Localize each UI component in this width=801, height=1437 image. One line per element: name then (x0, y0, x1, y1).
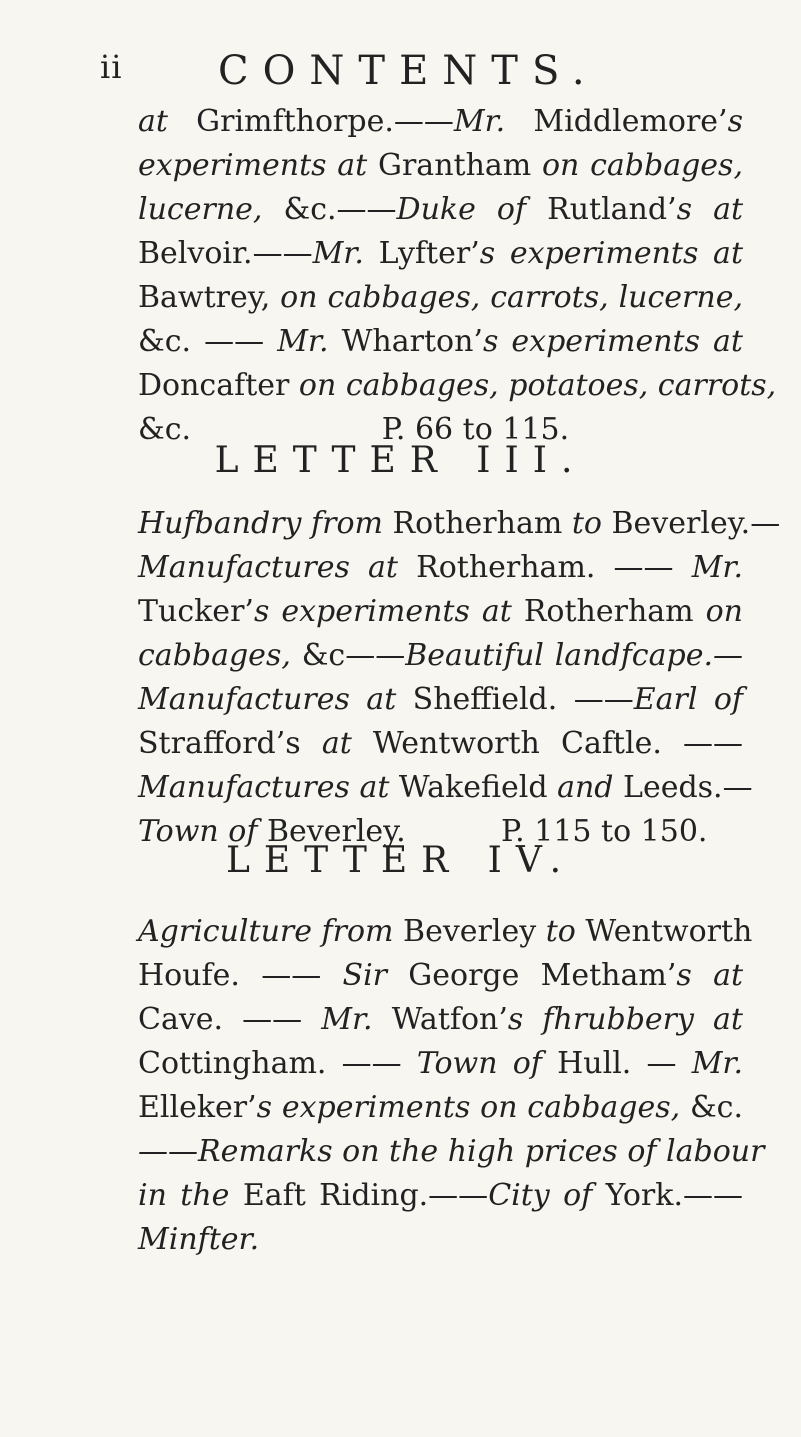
text-run: Rotherham. —— (416, 550, 692, 585)
text-run: Rotherham (392, 506, 572, 541)
text-line (138, 998, 743, 1042)
text-run: Mr. (277, 324, 342, 359)
text-run: Agriculture from (138, 914, 404, 949)
text-line (138, 546, 743, 590)
text-run: in the (138, 1178, 243, 1213)
text-run: &c—— (301, 638, 406, 673)
text-run: Mr. (312, 236, 379, 271)
text-line (138, 1218, 743, 1262)
text-run: Earl of (633, 682, 743, 717)
text-line (138, 364, 777, 408)
text-run: Doncafter (138, 368, 299, 403)
text-run: Grantham (378, 148, 542, 183)
text-run: Wentworth (585, 914, 753, 949)
text-run: City of (488, 1178, 606, 1213)
text-run: Manufactures at (138, 770, 399, 805)
text-run: Belvoir.—— (138, 236, 313, 271)
text-run: Rutland’ (547, 192, 677, 227)
text-run: Beverley. P. 115 to 150. (266, 814, 708, 849)
text-run: Beverley.— (611, 506, 781, 541)
text-run: s (727, 104, 743, 139)
text-run: s experiments on cabbages, (256, 1090, 690, 1125)
text-line (138, 144, 743, 188)
text-run: &c. —— (138, 324, 278, 359)
text-run: Middlemore’ (533, 104, 728, 139)
text-run: Manufactures at (138, 682, 413, 717)
text-run: to (571, 506, 612, 541)
text-run: s at (676, 192, 744, 227)
contents-entry-letter-ii-continued (138, 100, 777, 452)
text-line (138, 910, 753, 954)
text-run: Sheffield. —— (412, 682, 634, 717)
text-run: on cabbages, potatoes, carrots, (298, 368, 777, 403)
text-line (138, 232, 743, 276)
text-run: Bawtrey, (138, 280, 281, 315)
text-run: Sir (342, 958, 409, 993)
text-run: Town of (416, 1046, 558, 1081)
text-run: &c. P. 66 to 115. (138, 412, 570, 447)
text-run: Mr. (691, 1046, 744, 1081)
text-line (138, 954, 743, 998)
text-run: to (545, 914, 586, 949)
page-number: ii (100, 48, 123, 86)
text-line (138, 502, 781, 546)
text-line (138, 100, 743, 144)
text-run: s fhrubbery at (507, 1002, 743, 1037)
text-run: Mr. (453, 104, 534, 139)
text-run: Eaft Riding.—— (242, 1178, 489, 1213)
text-run: Hull. — (557, 1046, 692, 1081)
text-run: Grimfthorpe.—— (196, 104, 454, 139)
text-run: Leeds.— (623, 770, 753, 805)
text-run: George Metham’ (408, 958, 677, 993)
text-line (138, 766, 753, 810)
text-run: lucerne, (138, 192, 284, 227)
contents-entry-letter-iv (138, 910, 765, 1262)
text-run: on cabbages, (541, 148, 743, 183)
text-run: —— (138, 1134, 198, 1169)
text-line (138, 722, 743, 766)
text-run: Wentworth Caftle. —— (372, 726, 743, 761)
text-run: cabbages, (138, 638, 302, 673)
text-line (138, 320, 743, 364)
text-run: s experiments at (482, 324, 743, 359)
text-run: Mr. (321, 1002, 392, 1037)
text-run: Lyfter’ (378, 236, 480, 271)
text-line (138, 590, 743, 634)
text-line (138, 188, 743, 232)
text-run: &c.—— (283, 192, 397, 227)
text-run: Cottingham. —— (138, 1046, 417, 1081)
text-run: Mr. (691, 550, 743, 585)
text-run: Watfon’ (391, 1002, 508, 1037)
running-title: CONTENTS. (218, 48, 599, 94)
text-run: Hufbandry from (138, 506, 393, 541)
letter-iv-heading: LETTER IV. (225, 840, 576, 881)
text-run: experiments at (138, 148, 378, 183)
text-run: Beautiful landfcape.— (405, 638, 743, 673)
text-run: s at (676, 958, 744, 993)
text-run: Cave. —— (138, 1002, 322, 1037)
text-run: on (705, 594, 743, 629)
text-line (138, 634, 743, 678)
text-run: Rotherham (523, 594, 706, 629)
text-run: at (321, 726, 373, 761)
text-line (138, 1130, 765, 1174)
text-run: Strafford’s (138, 726, 322, 761)
text-run: Elleker’ (138, 1090, 257, 1125)
text-run: Tucker’ (138, 594, 254, 629)
text-run: Wharton’ (341, 324, 483, 359)
text-run: Houfe. —— (138, 958, 343, 993)
text-run: Duke of (396, 192, 548, 227)
text-line (138, 276, 743, 320)
text-run: York.—— (605, 1178, 743, 1213)
contents-entry-letter-iii (138, 502, 781, 854)
text-line (138, 1086, 743, 1130)
text-line (138, 1042, 743, 1086)
text-run: on cabbages, carrots, lucerne, (280, 280, 743, 315)
text-run: and (557, 770, 624, 805)
text-run: at (138, 104, 197, 139)
text-run: Manufactures at (138, 550, 417, 585)
text-run: Town of (138, 814, 267, 849)
text-run: s experiments at (479, 236, 743, 271)
letter-iii-heading: LETTER III. (214, 440, 587, 481)
text-run: Beverley (403, 914, 546, 949)
text-run: Wakefield (398, 770, 558, 805)
text-run: Remarks on the high prices of labour (198, 1134, 765, 1169)
text-line (138, 1174, 743, 1218)
text-line (138, 678, 743, 722)
text-run: Minfter. (138, 1222, 260, 1257)
text-run: &c. (689, 1090, 743, 1125)
text-run: s experiments at (253, 594, 524, 629)
